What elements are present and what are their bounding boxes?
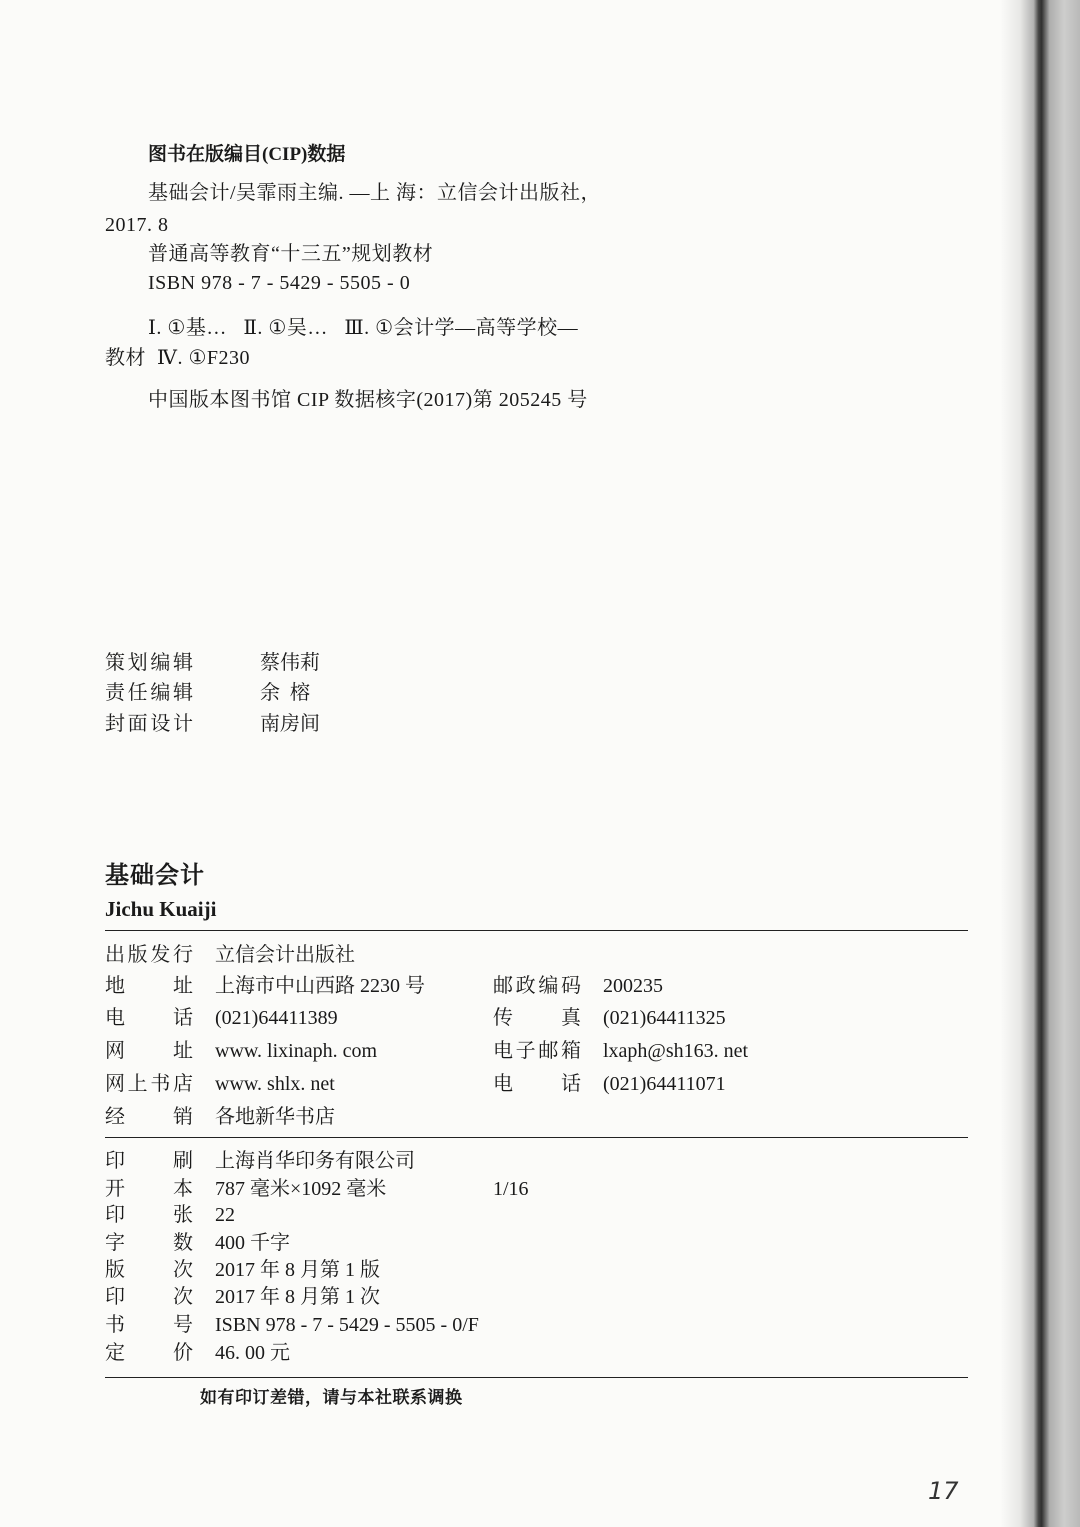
divider <box>105 1137 968 1138</box>
print-row-printer <box>105 1148 975 1174</box>
info-value: (021)64411071 <box>603 1073 726 1095</box>
info-label: 电 话 <box>105 1007 193 1029</box>
print-row-format <box>105 1176 975 1202</box>
cip-line: Ⅰ. ①基… Ⅱ. ①吴… Ⅲ. ①会计学—高等学校— <box>148 317 579 339</box>
info-row-address <box>105 973 975 999</box>
print-format-fraction: 1/16 <box>493 1178 529 1200</box>
info-value: 立信会计出版社 <box>215 944 355 966</box>
print-label: 开 本 <box>105 1178 193 1200</box>
info-label: 电 话 <box>493 1073 581 1095</box>
divider <box>105 1377 968 1378</box>
print-value: 46. 00 元 <box>215 1342 290 1364</box>
info-value: 各地新华书店 <box>215 1106 335 1128</box>
print-label: 版 次 <box>105 1259 193 1281</box>
print-row-sheets <box>105 1202 975 1228</box>
print-value: 22 <box>215 1204 235 1226</box>
staff-name: 南房间 <box>260 713 320 735</box>
print-value: 787 毫米×1092 毫米 <box>215 1178 387 1200</box>
staff-role: 策划编辑 <box>105 652 193 674</box>
print-value: 上海肖华印务有限公司 <box>215 1150 415 1172</box>
cip-line: 基础会计/吴霏雨主编. —上 海：立信会计出版社， <box>148 182 602 204</box>
print-value: 400 千字 <box>215 1232 290 1254</box>
divider <box>105 930 968 931</box>
print-row-price <box>105 1340 975 1366</box>
print-label: 印 张 <box>105 1204 193 1226</box>
print-label: 印 刷 <box>105 1150 193 1172</box>
cip-isbn: ISBN 978 - 7 - 5429 - 5505 - 0 <box>148 272 411 294</box>
info-row-online-store <box>105 1071 975 1097</box>
cip-heading: 图书在版编目(CIP)数据 <box>148 144 346 165</box>
print-label: 定 价 <box>105 1342 193 1364</box>
info-row-publisher <box>105 942 975 968</box>
info-value: www. shlx. net <box>215 1073 335 1095</box>
cip-line: 教材 Ⅳ. ①F230 <box>105 347 251 369</box>
info-value: 200235 <box>603 975 663 997</box>
info-row-website <box>105 1038 975 1064</box>
cip-line: 普通高等教育“十三五”规划教材 <box>148 243 434 265</box>
staff-name: 余 榕 <box>260 682 310 704</box>
print-row-isbn <box>105 1312 975 1338</box>
info-row-phone <box>105 1005 975 1031</box>
handwritten-mark: 17 <box>928 1477 959 1505</box>
info-value: lxaph@sh163. net <box>603 1040 749 1062</box>
scan-shadow-edge <box>1000 0 1080 1527</box>
info-row-distribution <box>105 1104 975 1130</box>
info-value: www. lixinaph. com <box>215 1040 378 1062</box>
book-title: 基础会计 <box>105 863 205 889</box>
info-label: 经 销 <box>105 1106 193 1128</box>
staff-role: 责任编辑 <box>105 682 193 704</box>
info-value: (021)64411389 <box>215 1007 338 1029</box>
print-row-impression <box>105 1284 975 1310</box>
print-value: 2017 年 8 月第 1 版 <box>215 1259 380 1281</box>
print-label: 字 数 <box>105 1232 193 1254</box>
info-label: 地 址 <box>105 975 193 997</box>
info-label: 网上书店 <box>105 1073 193 1095</box>
print-value: 2017 年 8 月第 1 次 <box>215 1286 380 1308</box>
info-value: 上海市中山西路 2230 号 <box>215 975 425 997</box>
info-label: 邮政编码 <box>493 975 581 997</box>
print-label: 印 次 <box>105 1286 193 1308</box>
print-value: ISBN 978 - 7 - 5429 - 5505 - 0/F <box>215 1314 479 1336</box>
book-pinyin-title: Jichu Kuaiji <box>105 897 217 921</box>
cip-line: 2017. 8 <box>105 214 169 236</box>
footer-note: 如有印订差错，请与本社联系调换 <box>200 1388 463 1407</box>
info-value: (021)64411325 <box>603 1007 726 1029</box>
print-row-edition <box>105 1257 975 1283</box>
info-label: 电子邮箱 <box>493 1040 581 1062</box>
info-label: 出版发行 <box>105 944 193 966</box>
cip-record-number: 中国版本图书馆 CIP 数据核字(2017)第 205245 号 <box>148 389 588 411</box>
staff-name: 蔡伟莉 <box>260 652 320 674</box>
info-label: 网 址 <box>105 1040 193 1062</box>
staff-role: 封面设计 <box>105 713 193 735</box>
info-label: 传 真 <box>493 1007 581 1029</box>
print-label: 书 号 <box>105 1314 193 1336</box>
print-row-word-count <box>105 1230 975 1256</box>
